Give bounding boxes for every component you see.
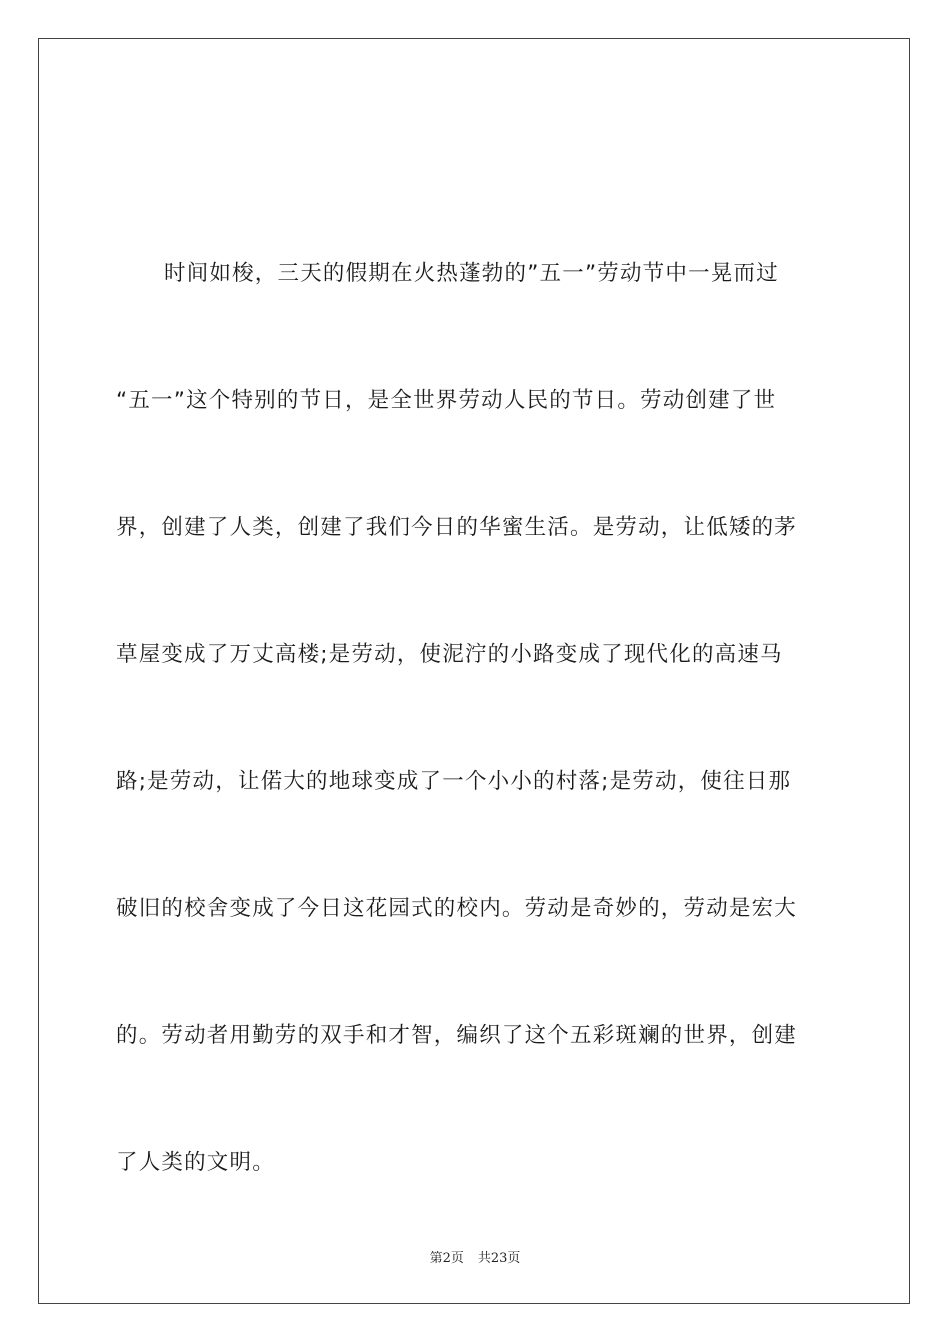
text-line: 破旧的校舍变成了今日这花园式的校内。劳动是奇妙的，劳动是宏大 [116,896,798,921]
text-line: 草屋变成了万丈高楼;是劳动，使泥泞的小路变成了现代化的高速马 [116,642,783,667]
text-line: 了人类的文明。 [116,1150,275,1175]
text-line: 界，创建了人类，创建了我们今日的华蜜生活。是劳动，让低矮的茅 [116,515,798,540]
text-line: 路;是劳动，让偌大的地球变成了一个小小的村落;是劳动，使往日那 [116,769,792,794]
text-line: “五一”这个特别的节日，是全世界劳动人民的节日。劳动创建了世 [116,388,777,413]
text-line: 的。劳动者用勤劳的双手和才智，编织了这个五彩斑斓的世界，创建 [116,1023,798,1048]
body-paragraph [116,248,836,1264]
page-footer [0,1247,950,1266]
page-number: 第2页 [429,1251,464,1266]
total-pages: 共23页 [477,1251,521,1266]
text-line: 时间如梭，三天的假期在火热蓬勃的”五一”劳动节中一晃而过 [164,261,779,286]
